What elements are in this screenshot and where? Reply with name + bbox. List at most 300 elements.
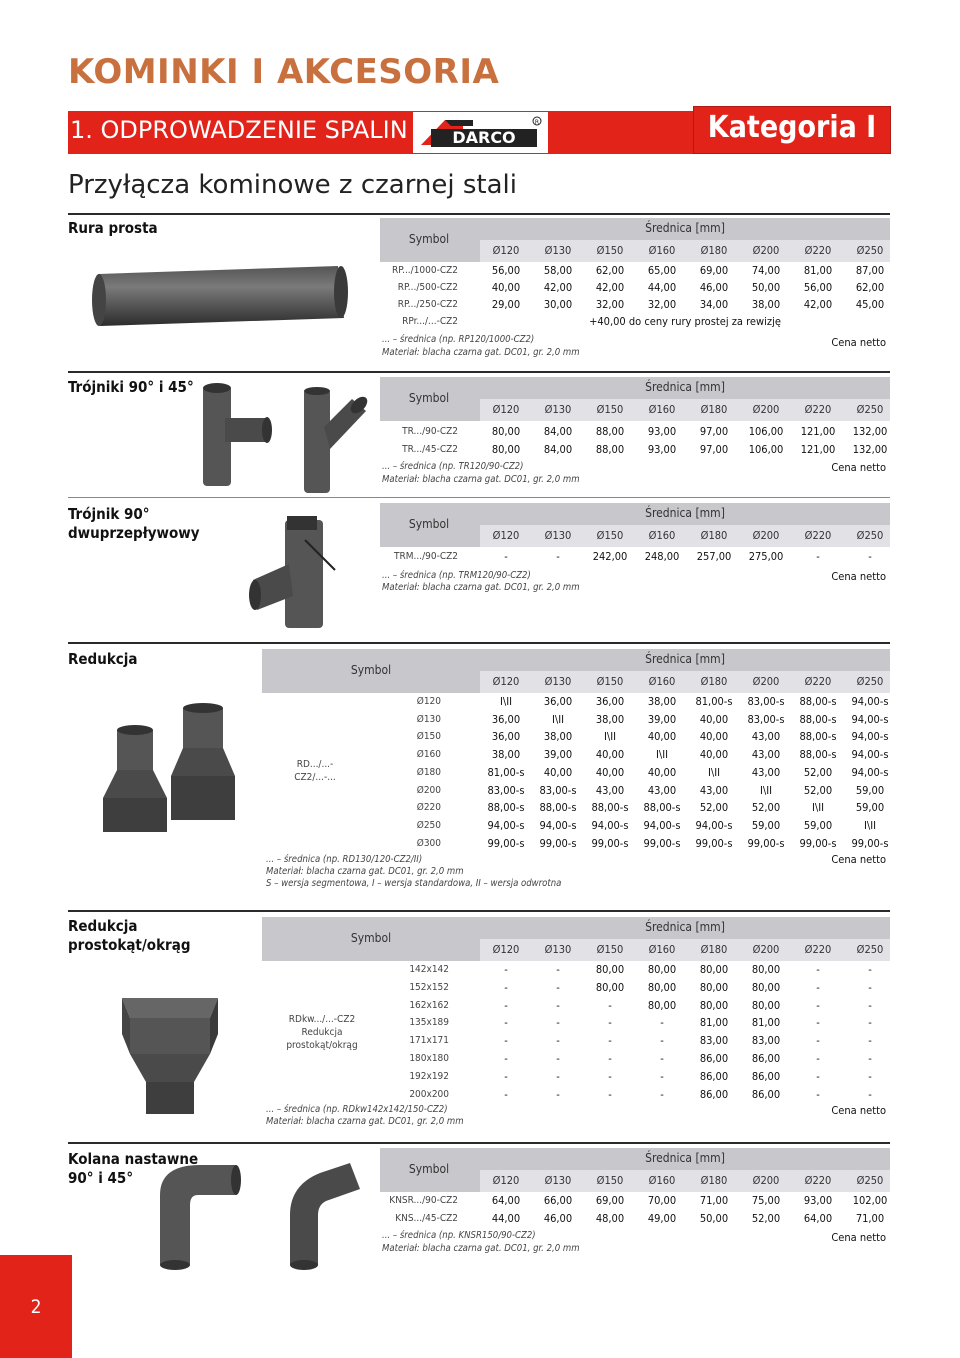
price-cell: 99,00-s bbox=[591, 836, 629, 850]
diameter-label: Ø120 bbox=[492, 529, 520, 542]
row-symbol: Ø120 bbox=[416, 696, 441, 707]
price-cell: 38,00 bbox=[543, 730, 573, 744]
section-title: 1. ODPROWADZENIE SPALIN bbox=[70, 116, 408, 144]
tee-45-image bbox=[290, 385, 370, 504]
svg-text:R: R bbox=[534, 119, 540, 126]
label-line-2: prostokąt/okrąg bbox=[68, 936, 191, 954]
diameter-label: Ø150 bbox=[596, 403, 624, 416]
price-cell: 88,00-s bbox=[799, 748, 837, 762]
price-cell: 97,00 bbox=[699, 443, 729, 456]
price-cell: 59,00 bbox=[751, 818, 781, 832]
price-cell: - bbox=[816, 1052, 820, 1065]
row-symbol: RP.../500-CZ2 bbox=[397, 282, 458, 293]
diameter-label: Ø220 bbox=[804, 1174, 832, 1187]
price-cell: 106,00 bbox=[748, 443, 784, 456]
price-cell: 36,00 bbox=[543, 695, 573, 708]
price-cell: - bbox=[660, 1052, 664, 1065]
row-symbol: Ø200 bbox=[416, 784, 441, 796]
price-cell: 87,00 bbox=[855, 264, 885, 277]
price-cell: - bbox=[556, 550, 560, 563]
price-cell: 88,00-s bbox=[487, 801, 525, 815]
row-symbol: Ø220 bbox=[416, 802, 441, 814]
price-cell: 52,00 bbox=[803, 783, 833, 797]
price-cell: - bbox=[556, 998, 560, 1012]
section-label-rura: Rura prosta bbox=[68, 219, 158, 237]
price-cell: 86,00 bbox=[751, 1087, 781, 1101]
price-cell: 40,00 bbox=[699, 712, 729, 726]
cena-netto-label: Cena netto bbox=[831, 570, 886, 583]
price-cell: 62,00 bbox=[595, 264, 625, 277]
price-cell: 74,00 bbox=[751, 264, 781, 277]
price-cell: 69,00 bbox=[699, 264, 729, 277]
price-cell: 88,00-s bbox=[799, 730, 837, 744]
price-cell: 50,00 bbox=[699, 1212, 729, 1225]
price-cell: - bbox=[868, 963, 872, 976]
material-note: Materiał: blacha czarna gat. DC01, gr. 2,0 mm bbox=[266, 1116, 464, 1127]
row-symbol: KNS.../45-CZ2 bbox=[395, 1213, 458, 1224]
price-cell: 257,00 bbox=[696, 550, 732, 563]
price-cell: 38,00 bbox=[751, 298, 781, 311]
price-cell: 121,00 bbox=[800, 443, 836, 456]
page-title: KOMINKI I AKCESORIA bbox=[68, 52, 500, 92]
price-cell: 66,00 bbox=[543, 1194, 573, 1207]
price-cell: - bbox=[556, 1034, 560, 1048]
price-cell: 64,00 bbox=[803, 1212, 833, 1225]
price-cell: 97,00 bbox=[699, 425, 729, 438]
price-cell: 94,00-s bbox=[487, 818, 525, 832]
price-cell: 88,00-s bbox=[539, 801, 577, 815]
price-cell: 80,00 bbox=[491, 425, 521, 438]
price-cell: 75,00 bbox=[751, 1194, 781, 1207]
diameter-label: Ø130 bbox=[544, 943, 572, 956]
cena-netto-label: Cena netto bbox=[831, 853, 886, 866]
price-cell: 83,00-s bbox=[539, 783, 577, 797]
price-cell: 94,00-s bbox=[851, 695, 889, 708]
price-cell: - bbox=[868, 980, 872, 994]
row-symbol: Ø130 bbox=[416, 713, 441, 725]
price-cell: - bbox=[556, 963, 560, 976]
diameter-label: Ø120 bbox=[492, 1174, 520, 1187]
price-cell: 42,00 bbox=[595, 281, 625, 294]
price-cell: 88,00-s bbox=[799, 712, 837, 726]
diameter-label: Ø120 bbox=[492, 244, 520, 257]
price-cell: 40,00 bbox=[699, 730, 729, 744]
row-symbol: 162x162 bbox=[409, 999, 449, 1011]
price-cell: 52,00 bbox=[751, 1212, 781, 1225]
symbol-line-1: RD.../...- bbox=[296, 759, 334, 770]
price-cell: 80,00 bbox=[751, 980, 781, 994]
price-cell: 62,00 bbox=[855, 281, 885, 294]
price-cell: 38,00 bbox=[595, 712, 625, 726]
price-cell: 71,00 bbox=[855, 1212, 885, 1225]
page-subtitle: Przyłącza kominowe z czarnej stali bbox=[68, 170, 518, 200]
price-cell: - bbox=[816, 1034, 820, 1048]
price-cell: 43,00 bbox=[699, 783, 729, 797]
price-cell: 88,00 bbox=[595, 425, 625, 438]
price-cell: 38,00 bbox=[647, 695, 677, 708]
srednica-header: Średnica [mm] bbox=[645, 380, 725, 394]
price-cell: 59,00 bbox=[803, 818, 833, 832]
row-symbol: Ø180 bbox=[416, 766, 441, 778]
price-cell: - bbox=[660, 1087, 664, 1101]
srednica-header: Średnica [mm] bbox=[645, 920, 725, 934]
diameter-label: Ø180 bbox=[700, 403, 728, 416]
price-cell: 81,00-s bbox=[487, 765, 525, 779]
price-cell: 86,00 bbox=[751, 1052, 781, 1065]
row-symbol: RPr.../...-CZ2 bbox=[402, 316, 458, 327]
symbol-line-1: RDkw.../...-CZ2 bbox=[288, 1014, 356, 1025]
price-cell: 38,00 bbox=[491, 748, 521, 762]
example-note: ... – średnica (np. RP120/1000-CZ2) bbox=[382, 334, 535, 345]
price-cell: 43,00 bbox=[751, 748, 781, 762]
price-cell: 36,00 bbox=[491, 712, 521, 726]
srednica-header: Średnica [mm] bbox=[645, 221, 725, 235]
price-cell: 94,00-s bbox=[851, 748, 889, 762]
price-cell: 59,00 bbox=[855, 801, 885, 815]
price-cell: 93,00 bbox=[647, 443, 677, 456]
price-cell: 99,00-s bbox=[799, 836, 837, 850]
price-cell: 93,00 bbox=[803, 1194, 833, 1207]
row-symbol: 152x152 bbox=[409, 981, 449, 993]
diameter-label: Ø180 bbox=[700, 943, 728, 956]
price-cell: 59,00 bbox=[855, 783, 885, 797]
diameter-label: Ø160 bbox=[648, 244, 676, 257]
cena-netto-label: Cena netto bbox=[831, 336, 886, 349]
diameter-label: Ø130 bbox=[544, 244, 572, 257]
price-cell: - bbox=[608, 1016, 612, 1030]
row-symbol: TRM.../90-CZ2 bbox=[394, 551, 458, 562]
diameter-label: Ø250 bbox=[856, 675, 884, 688]
price-cell: 56,00 bbox=[803, 281, 833, 294]
row-symbol: Ø150 bbox=[416, 731, 441, 743]
srednica-header: Średnica [mm] bbox=[645, 1151, 725, 1165]
section-label-redukcja-prost bbox=[68, 917, 190, 955]
price-cell: 80,00 bbox=[699, 963, 729, 976]
price-cell: - bbox=[816, 998, 820, 1012]
price-cell: 48,00 bbox=[595, 1212, 625, 1225]
diameter-label: Ø220 bbox=[804, 403, 832, 416]
price-cell: 44,00 bbox=[647, 281, 677, 294]
srednica-header: Średnica [mm] bbox=[645, 506, 725, 520]
price-cell: 86,00 bbox=[699, 1052, 729, 1065]
price-cell: 32,00 bbox=[595, 298, 625, 311]
price-cell: 242,00 bbox=[592, 550, 628, 563]
price-cell: - bbox=[816, 1087, 820, 1101]
table-row bbox=[68, 442, 890, 458]
symbol-line-3: prostokąt/okrąg bbox=[286, 1040, 358, 1051]
price-cell: 102,00 bbox=[852, 1194, 888, 1207]
price-cell: 69,00 bbox=[595, 1194, 625, 1207]
square-to-round-image bbox=[110, 990, 230, 1124]
price-cell: 99,00-s bbox=[747, 836, 785, 850]
price-cell: - bbox=[868, 550, 872, 563]
reducer-image bbox=[95, 690, 245, 844]
price-cell: - bbox=[868, 998, 872, 1012]
price-cell: - bbox=[816, 980, 820, 994]
row-symbol: Ø160 bbox=[416, 749, 441, 761]
label-line-1: Trójnik 90° bbox=[68, 505, 150, 523]
darco-logo bbox=[412, 111, 549, 154]
diameter-label: Ø250 bbox=[856, 244, 884, 257]
price-cell: 94,00-s bbox=[643, 818, 681, 832]
symbol-header: Symbol bbox=[408, 391, 450, 405]
price-cell: 39,00 bbox=[543, 748, 573, 762]
diameter-label: Ø130 bbox=[544, 1174, 572, 1187]
price-cell: 275,00 bbox=[748, 550, 784, 563]
price-cell: - bbox=[504, 963, 508, 976]
price-cell: - bbox=[504, 1069, 508, 1083]
diameter-label: Ø250 bbox=[856, 1174, 884, 1187]
price-cell: 132,00 bbox=[852, 443, 888, 456]
price-cell: 40,00 bbox=[543, 765, 573, 779]
section-divider bbox=[68, 642, 890, 644]
diameter-label: Ø180 bbox=[700, 1174, 728, 1187]
price-cell: 42,00 bbox=[803, 298, 833, 311]
table-row bbox=[68, 424, 890, 440]
price-cell: - bbox=[816, 550, 820, 563]
price-cell: 99,00-s bbox=[643, 836, 681, 850]
diameter-label: Ø180 bbox=[700, 529, 728, 542]
price-cell: - bbox=[608, 998, 612, 1012]
diameter-label: Ø220 bbox=[804, 675, 832, 688]
price-cell: 80,00 bbox=[699, 998, 729, 1012]
row-symbol: Ø300 bbox=[416, 837, 441, 849]
diameter-label: Ø150 bbox=[596, 675, 624, 688]
price-cell: 80,00 bbox=[699, 980, 729, 994]
price-cell: 40,00 bbox=[647, 765, 677, 779]
price-cell: - bbox=[816, 1069, 820, 1083]
price-cell: 80,00 bbox=[647, 963, 677, 976]
diameter-label: Ø160 bbox=[648, 675, 676, 688]
price-cell: 32,00 bbox=[647, 298, 677, 311]
section-divider bbox=[68, 497, 890, 498]
price-cell: - bbox=[504, 1034, 508, 1048]
cena-netto-label: Cena netto bbox=[831, 1231, 886, 1244]
cena-netto-label: Cena netto bbox=[831, 1104, 886, 1117]
price-cell: - bbox=[608, 1034, 612, 1048]
diameter-label: Ø130 bbox=[544, 403, 572, 416]
price-cell: 64,00 bbox=[491, 1194, 521, 1207]
price-cell: 80,00 bbox=[647, 998, 677, 1012]
price-cell: 46,00 bbox=[543, 1212, 573, 1225]
price-cell: 80,00 bbox=[647, 980, 677, 994]
diameter-label: Ø160 bbox=[648, 403, 676, 416]
price-cell: - bbox=[868, 1016, 872, 1030]
price-cell: 84,00 bbox=[543, 425, 573, 438]
price-cell: - bbox=[608, 1087, 612, 1101]
symbol-header: Symbol bbox=[350, 663, 392, 677]
section-label-redukcja: Redukcja bbox=[68, 650, 138, 668]
price-cell: - bbox=[660, 1016, 664, 1030]
symbol-header: Symbol bbox=[408, 232, 450, 246]
material-note: Materiał: blacha czarna gat. DC01, gr. 2,0 mm bbox=[382, 347, 580, 358]
price-cell: 56,00 bbox=[491, 264, 521, 277]
price-cell: 81,00 bbox=[699, 1016, 729, 1030]
price-cell: 83,00-s bbox=[747, 712, 785, 726]
price-cell: 50,00 bbox=[751, 281, 781, 294]
revision-note: +40,00 do ceny rury prostej za rewizję bbox=[589, 315, 781, 328]
diameter-label: Ø150 bbox=[596, 244, 624, 257]
price-cell: I\II bbox=[655, 748, 669, 762]
row-symbol: RP.../250-CZ2 bbox=[397, 299, 458, 310]
row-symbol: 135x189 bbox=[409, 1017, 449, 1029]
srednica-header: Średnica [mm] bbox=[645, 652, 725, 666]
diameter-label: Ø160 bbox=[648, 1174, 676, 1187]
version-note: S – wersja segmentowa, I – wersja standardowa, II – wersja odwrotna bbox=[266, 878, 562, 889]
table-row bbox=[68, 962, 890, 978]
diameter-label: Ø120 bbox=[492, 675, 520, 688]
diameter-label: Ø220 bbox=[804, 943, 832, 956]
label-line-2: 90° i 45° bbox=[68, 1169, 134, 1187]
price-cell: I\II bbox=[863, 818, 877, 832]
price-cell: 86,00 bbox=[751, 1069, 781, 1083]
price-cell: 99,00-s bbox=[487, 836, 525, 850]
price-cell: - bbox=[868, 1069, 872, 1083]
price-cell: 40,00 bbox=[595, 748, 625, 762]
price-cell: 106,00 bbox=[748, 425, 784, 438]
diameter-label: Ø200 bbox=[752, 244, 780, 257]
price-cell: I\II bbox=[499, 695, 513, 708]
price-cell: 39,00 bbox=[647, 712, 677, 726]
price-cell: 83,00 bbox=[699, 1034, 729, 1048]
diameter-label: Ø180 bbox=[700, 675, 728, 688]
material-note: Materiał: blacha czarna gat. DC01, gr. 2,0 mm bbox=[382, 1243, 580, 1254]
diameter-label: Ø250 bbox=[856, 529, 884, 542]
material-note: Materiał: blacha czarna gat. DC01, gr. 2,0 mm bbox=[382, 474, 580, 485]
price-cell: - bbox=[660, 1069, 664, 1083]
category-label: Kategoria I bbox=[707, 110, 877, 145]
price-cell: - bbox=[660, 1034, 664, 1048]
row-symbol: RP.../1000-CZ2 bbox=[391, 265, 458, 276]
price-cell: 121,00 bbox=[800, 425, 836, 438]
price-cell: - bbox=[556, 1016, 560, 1030]
diameter-label: Ø220 bbox=[804, 529, 832, 542]
label-line-1: Kolana nastawne bbox=[68, 1150, 199, 1168]
diameter-label: Ø200 bbox=[752, 1174, 780, 1187]
price-cell: - bbox=[504, 550, 508, 563]
price-cell: 94,00-s bbox=[851, 712, 889, 726]
price-cell: 88,00-s bbox=[799, 695, 837, 708]
price-cell: 94,00-s bbox=[539, 818, 577, 832]
price-cell: 99,00-s bbox=[851, 836, 889, 850]
material-note: Materiał: blacha czarna gat. DC01, gr. 2,0 mm bbox=[266, 866, 464, 877]
price-cell: 94,00-s bbox=[851, 765, 889, 779]
price-cell: 40,00 bbox=[595, 765, 625, 779]
price-cell: 93,00 bbox=[647, 425, 677, 438]
price-cell: 45,00 bbox=[855, 298, 885, 311]
tee-90-image bbox=[195, 380, 275, 494]
price-cell: 94,00-s bbox=[695, 818, 733, 832]
price-cell: 83,00-s bbox=[487, 783, 525, 797]
price-cell: - bbox=[504, 998, 508, 1012]
example-note: ... – średnica (np. TRM120/90-CZ2) bbox=[382, 570, 531, 581]
brand-text: DARCO bbox=[452, 128, 516, 147]
price-cell: - bbox=[556, 1087, 560, 1101]
example-note: ... – średnica (np. KNSR150/90-CZ2) bbox=[382, 1230, 536, 1241]
price-cell: 65,00 bbox=[647, 264, 677, 277]
price-cell: - bbox=[608, 1069, 612, 1083]
label-line-1: Redukcja bbox=[68, 917, 138, 935]
price-cell: - bbox=[556, 1069, 560, 1083]
price-cell: - bbox=[816, 963, 820, 976]
row-symbol: 192x192 bbox=[409, 1070, 449, 1082]
example-note: ... – średnica (np. RDkw142x142/150-CZ2) bbox=[266, 1104, 448, 1115]
section-divider bbox=[68, 910, 890, 912]
row-symbol: TR.../45-CZ2 bbox=[402, 444, 458, 455]
diameter-label: Ø130 bbox=[544, 529, 572, 542]
price-cell: 70,00 bbox=[647, 1194, 677, 1207]
diameter-label: Ø130 bbox=[544, 675, 572, 688]
price-cell: 44,00 bbox=[491, 1212, 521, 1225]
price-cell: I\II bbox=[603, 730, 617, 744]
price-cell: 36,00 bbox=[491, 730, 521, 744]
diameter-label: Ø150 bbox=[596, 943, 624, 956]
price-cell: 52,00 bbox=[699, 801, 729, 815]
price-cell: 58,00 bbox=[543, 264, 573, 277]
row-symbol: 200x200 bbox=[409, 1088, 449, 1100]
price-cell: 43,00 bbox=[647, 783, 677, 797]
price-cell: 29,00 bbox=[491, 298, 521, 311]
label-line-2: dwuprzepływowy bbox=[68, 524, 200, 542]
price-cell: 248,00 bbox=[644, 550, 680, 563]
price-cell: - bbox=[868, 1052, 872, 1065]
table-row bbox=[68, 549, 890, 565]
section-divider bbox=[68, 1142, 890, 1144]
diameter-label: Ø200 bbox=[752, 529, 780, 542]
price-cell: 81,00 bbox=[803, 264, 833, 277]
price-cell: 88,00-s bbox=[643, 801, 681, 815]
price-cell: - bbox=[868, 1087, 872, 1101]
price-cell: - bbox=[868, 1034, 872, 1048]
diameter-label: Ø160 bbox=[648, 943, 676, 956]
price-cell: 81,00-s bbox=[695, 695, 733, 708]
price-cell: 80,00 bbox=[595, 980, 625, 994]
section-label-trojnik-dwu bbox=[68, 505, 200, 543]
price-cell: - bbox=[556, 1052, 560, 1065]
row-symbol: 142x142 bbox=[409, 964, 449, 975]
price-cell: 40,00 bbox=[699, 748, 729, 762]
reducer-symbol bbox=[280, 758, 350, 784]
diameter-label: Ø220 bbox=[804, 244, 832, 257]
page-number: 2 bbox=[30, 1296, 42, 1318]
price-cell: 46,00 bbox=[699, 281, 729, 294]
price-cell: 80,00 bbox=[751, 998, 781, 1012]
double-flow-tee-image bbox=[245, 510, 345, 634]
price-cell: - bbox=[504, 980, 508, 994]
price-cell: - bbox=[504, 1052, 508, 1065]
price-cell: 42,00 bbox=[543, 281, 573, 294]
price-cell: 52,00 bbox=[751, 801, 781, 815]
price-cell: 132,00 bbox=[852, 425, 888, 438]
price-cell: 81,00 bbox=[751, 1016, 781, 1030]
symbol-line-2: CZ2/...-... bbox=[294, 772, 336, 783]
elbow-image bbox=[140, 1155, 370, 1279]
price-cell: 30,00 bbox=[543, 298, 573, 311]
price-cell: 83,00 bbox=[751, 1034, 781, 1048]
diameter-label: Ø250 bbox=[856, 943, 884, 956]
pipe-image bbox=[88, 262, 358, 334]
section-label-trojniki: Trójniki 90° i 45° bbox=[68, 378, 194, 396]
price-cell: 36,00 bbox=[595, 695, 625, 708]
price-cell: 49,00 bbox=[647, 1212, 677, 1225]
price-cell: I\II bbox=[811, 801, 825, 815]
price-cell: 40,00 bbox=[647, 730, 677, 744]
diameter-label: Ø120 bbox=[492, 403, 520, 416]
price-cell: 52,00 bbox=[803, 765, 833, 779]
rect-reducer-symbol bbox=[272, 1013, 372, 1052]
symbol-header: Symbol bbox=[350, 931, 392, 945]
row-symbol: Ø250 bbox=[416, 819, 441, 831]
